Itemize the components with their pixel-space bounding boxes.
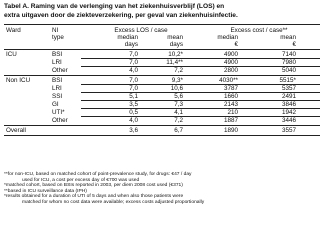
header-cost-median: median <box>217 34 238 41</box>
cost-median-cell: 3787 <box>223 85 238 92</box>
los-mean-cell: 9,3* <box>171 77 183 84</box>
ni-type-cell: LRI <box>52 85 62 92</box>
header-los-mean: mean <box>167 34 183 41</box>
cost-median-cell: 4030** <box>219 77 238 84</box>
footnotes <box>4 172 320 206</box>
ni-type-cell: UTI* <box>52 109 65 116</box>
table-title <box>4 3 320 20</box>
footnote-line: used for ICU, a cost per excess day of €700 was used <box>22 177 140 183</box>
los-mean-cell: 10,6 <box>170 85 183 92</box>
los-median-cell: 3,5 <box>129 101 138 108</box>
los-mean-cell: 11,4** <box>166 59 183 66</box>
unit-cost-mean: € <box>292 41 296 48</box>
cost-mean-cell: 3557 <box>281 127 296 134</box>
ni-type-cell: BSI <box>52 77 63 84</box>
footnote-line: *matched cohort, based on BSIs reported in 2003, per diem 2008 cost used (€371) <box>4 183 183 189</box>
los-median-cell: 0,5 <box>129 109 138 116</box>
cost-median-cell: 210 <box>227 109 238 116</box>
cost-mean-cell: 3446 <box>281 117 296 124</box>
los-mean-cell: 7,2 <box>174 117 183 124</box>
ni-type-cell: GI <box>52 101 59 108</box>
section-rule <box>4 75 320 76</box>
ni-type-cell: Other <box>52 67 68 74</box>
los-mean-cell: 6,7 <box>174 127 183 134</box>
los-median-cell: 7,0 <box>129 51 138 58</box>
footnote-line: matched for whom no cost data were available; excess costs adjusted proportionally <box>22 199 205 205</box>
cost-mean-cell: 7980 <box>281 59 296 66</box>
footnote-line: **based in ICU surveillance data (IPH) <box>4 188 87 194</box>
ward-cell: Non ICU <box>6 77 31 84</box>
table-top-rule <box>4 24 320 25</box>
unit-los-median: days <box>124 41 138 48</box>
ward-cell: ICU <box>6 51 17 58</box>
title-line-1: Tabel A. Raming van de verlenging van het ziekenhuisverblijf (LOS) en <box>4 3 225 10</box>
los-mean-cell: 5,6 <box>174 93 183 100</box>
los-median-cell: 7,0 <box>129 77 138 84</box>
header-ni: NI <box>52 27 59 34</box>
los-mean-cell: 10,2* <box>168 51 183 58</box>
los-median-cell: 7,0 <box>129 59 138 66</box>
table-bottom-rule <box>4 135 320 136</box>
cost-median-cell: 1890 <box>223 127 238 134</box>
footnote-line: *results obtained for a duration of UTI of 5 days and when also those patients were <box>4 194 184 200</box>
los-median-cell: 4,0 <box>129 67 138 74</box>
cost-mean-cell: 3846 <box>281 101 296 108</box>
los-median-cell: 5,1 <box>129 93 138 100</box>
cost-mean-cell: 5515* <box>279 77 296 84</box>
los-mean-cell: 4,1 <box>174 109 183 116</box>
cost-mean-cell: 1942 <box>281 109 296 116</box>
section-rule <box>4 125 320 126</box>
ward-cell: Overall <box>6 127 26 134</box>
cost-median-cell: 4900 <box>223 59 238 66</box>
header-bottom-rule <box>4 49 320 50</box>
ni-type-cell: BSI <box>52 51 63 58</box>
los-mean-cell: 7,2 <box>174 67 183 74</box>
unit-cost-median: € <box>234 41 238 48</box>
cost-median-cell: 4900 <box>223 51 238 58</box>
header-excess-los: Excess LOS / case <box>114 27 168 34</box>
footnote-line: **for non-ICU, based on matched cohort of point-prevalence study, for drugs: €47 / day <box>4 172 192 177</box>
cost-median-cell: 1660 <box>223 93 238 100</box>
los-median-cell: 3,6 <box>129 127 138 134</box>
title-line-2: extra uitgaven door de ziekteverzekering, per geval van ziekenhuisinfectie. <box>4 11 238 19</box>
cost-median-cell: 1887 <box>223 117 238 124</box>
cost-median-cell: 2143 <box>223 101 238 108</box>
ni-type-cell: LRI <box>52 59 62 66</box>
unit-los-mean: days <box>169 41 183 48</box>
header-ni-type: type <box>52 34 64 41</box>
los-mean-cell: 7,3 <box>174 101 183 108</box>
cost-mean-cell: 5040 <box>281 67 296 74</box>
cost-mean-cell: 7140 <box>281 51 296 58</box>
header-ward: Ward <box>6 27 21 34</box>
header-los-median: median <box>117 34 138 41</box>
cost-mean-cell: 5357 <box>281 85 296 92</box>
los-median-cell: 7,0 <box>129 85 138 92</box>
ni-type-cell: SSI <box>52 93 63 100</box>
los-median-cell: 4,0 <box>129 117 138 124</box>
header-excess-cost: Excess cost / case** <box>230 27 288 34</box>
header-cost-mean: mean <box>280 34 296 41</box>
cost-mean-cell: 2491 <box>281 93 296 100</box>
ni-type-cell: Other <box>52 117 68 124</box>
cost-median-cell: 2800 <box>223 67 238 74</box>
